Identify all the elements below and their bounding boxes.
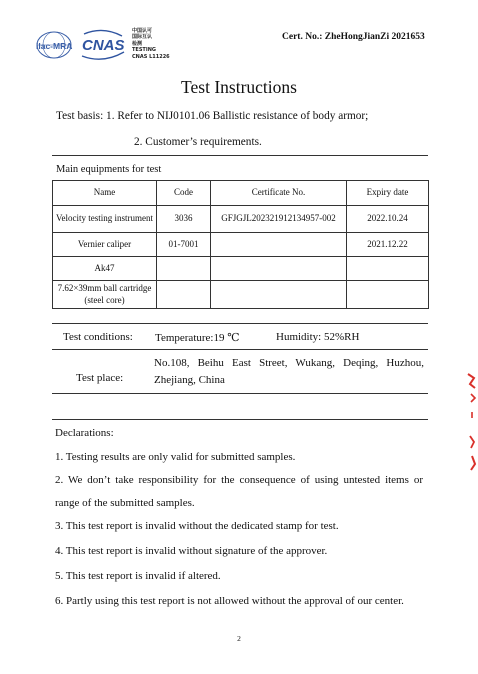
column-header: Name [53, 181, 157, 206]
declarations-list [55, 446, 423, 613]
equipment-table [52, 180, 429, 309]
declaration-item: 6. Partly using this test report is not allowed without the approval of our center. [55, 595, 404, 607]
table-cell: 2022.10.24 [347, 206, 429, 233]
table-cell: GFJGJL202321912134957-002 [211, 206, 347, 233]
test-place-address: No.108, Beihu East Street, Wukang, Deqing, Huzhou, Zhejiang, China [154, 357, 424, 386]
table-cell [211, 257, 347, 281]
table-cell [211, 233, 347, 257]
equipment-section-title: Main equipments for test [56, 164, 162, 175]
humidity-value: Humidity: 52%RH [276, 331, 360, 343]
column-header: Expiry date [347, 181, 429, 206]
table-cell [347, 257, 429, 281]
logo-caption-line: 检测 [132, 40, 143, 47]
declaration-item: 2. We don’t take responsibility for the consequence of using untested items or range of the submitted samples. [55, 474, 423, 509]
table-row [53, 257, 429, 281]
logo-caption-line: TESTING [132, 47, 156, 54]
test-place-label: Test place: [76, 372, 124, 384]
page-number: 2 [237, 634, 241, 643]
table-cell: 7.62×39mm ball cartridge (steel core) [53, 281, 157, 309]
svg-text:CNAS: CNAS [82, 37, 125, 54]
table-cell [211, 281, 347, 309]
test-conditions-label: Test conditions: [63, 331, 133, 343]
logo-caption-line: 国际互认 [132, 34, 153, 41]
stamp-fragment-icon [462, 372, 478, 472]
temperature-value: Temperature:19 ℃ [155, 332, 240, 344]
column-header: Certificate No. [211, 181, 347, 206]
table-cell: 2021.12.22 [347, 233, 429, 257]
table-row [53, 233, 429, 257]
divider [52, 155, 428, 156]
declaration-item: 5. This test report is invalid if altered. [55, 570, 221, 582]
divider [52, 349, 428, 350]
table-header-row [53, 181, 429, 206]
test-basis-line-2: 2. Customer’s requirements. [134, 136, 262, 148]
table-row [53, 281, 429, 309]
table-cell: Vernier caliper [53, 233, 157, 257]
table-cell [347, 281, 429, 309]
column-header: Code [157, 181, 211, 206]
page-title: Test Instructions [181, 77, 297, 97]
table-row [53, 206, 429, 233]
divider [52, 323, 428, 324]
logo-caption-line: CNAS L11226 [132, 53, 170, 60]
divider [52, 393, 428, 394]
logo-caption-line: 中国认可 [132, 28, 153, 34]
table-cell [157, 257, 211, 281]
divider [52, 419, 428, 420]
table-cell: Velocity testing instrument [53, 206, 157, 233]
certificate-number: Cert. No.: ZheHongJianZi 2021653 [282, 32, 425, 42]
declaration-item: 1. Testing results are only valid for submitted samples. [55, 451, 296, 463]
svg-text:ilac-MRA: ilac-MRA [36, 41, 73, 51]
table-cell: 3036 [157, 206, 211, 233]
test-basis-line-1: Test basis: 1. Refer to NIJ0101.06 Ballistic resistance of body armor; [56, 110, 369, 122]
declaration-item: 3. This test report is invalid without the dedicated stamp for test. [55, 520, 339, 532]
logo-caption [132, 28, 170, 60]
table-cell: Ak47 [53, 257, 157, 281]
declarations-title: Declarations: [55, 427, 114, 439]
table-cell [157, 281, 211, 309]
table-cell: 01-7001 [157, 233, 211, 257]
cnas-logo-icon [78, 28, 128, 62]
declaration-item: 4. This test report is invalid without signature of the approver. [55, 545, 328, 557]
